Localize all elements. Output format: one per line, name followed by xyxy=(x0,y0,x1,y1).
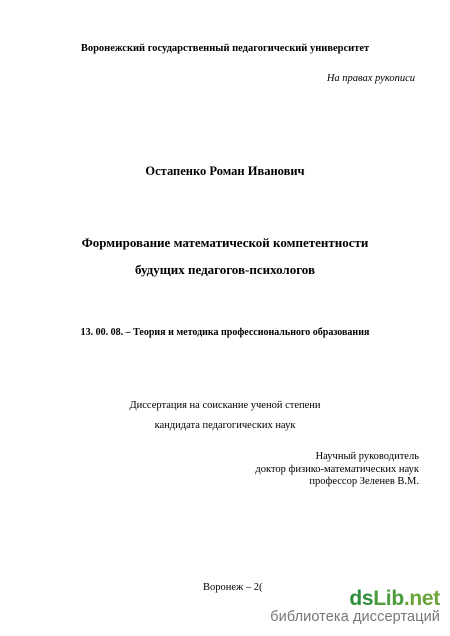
watermark-brand xyxy=(270,588,440,609)
dissertation-title-line-1: Формирование математической компетентности xyxy=(81,235,369,250)
supervisor-name: профессор Зеленев В.М. xyxy=(309,476,419,487)
degree-line-2: кандидата педагогических наук xyxy=(154,420,296,431)
degree-line-1: Диссертация на соискание ученой степени xyxy=(129,400,321,411)
author-name: Остапенко Роман Иванович xyxy=(145,164,305,178)
watermark-subtitle: библиотека диссертаций xyxy=(270,608,440,625)
watermark-brand-lib: Lib xyxy=(373,586,404,610)
supervisor-block xyxy=(255,451,419,489)
supervisor-degree: доктор физико-математических наук xyxy=(255,463,419,475)
specialty-code: 13. 00. 08. – Теория и методика профессионального образования xyxy=(80,327,370,338)
watermark-brand-ds: ds xyxy=(349,586,374,610)
supervisor-role: Научный руководитель xyxy=(315,451,419,462)
dslib-watermark[interactable] xyxy=(270,588,440,625)
dissertation-title-line-2: будущих педагогов-психологов xyxy=(135,262,315,277)
manuscript-note: На правах рукописи xyxy=(326,73,415,84)
city-year: Воронеж – 2( xyxy=(203,582,263,593)
university-name: Воронежский государственный педагогический университет xyxy=(80,43,370,54)
watermark-brand-net: .net xyxy=(403,586,440,610)
